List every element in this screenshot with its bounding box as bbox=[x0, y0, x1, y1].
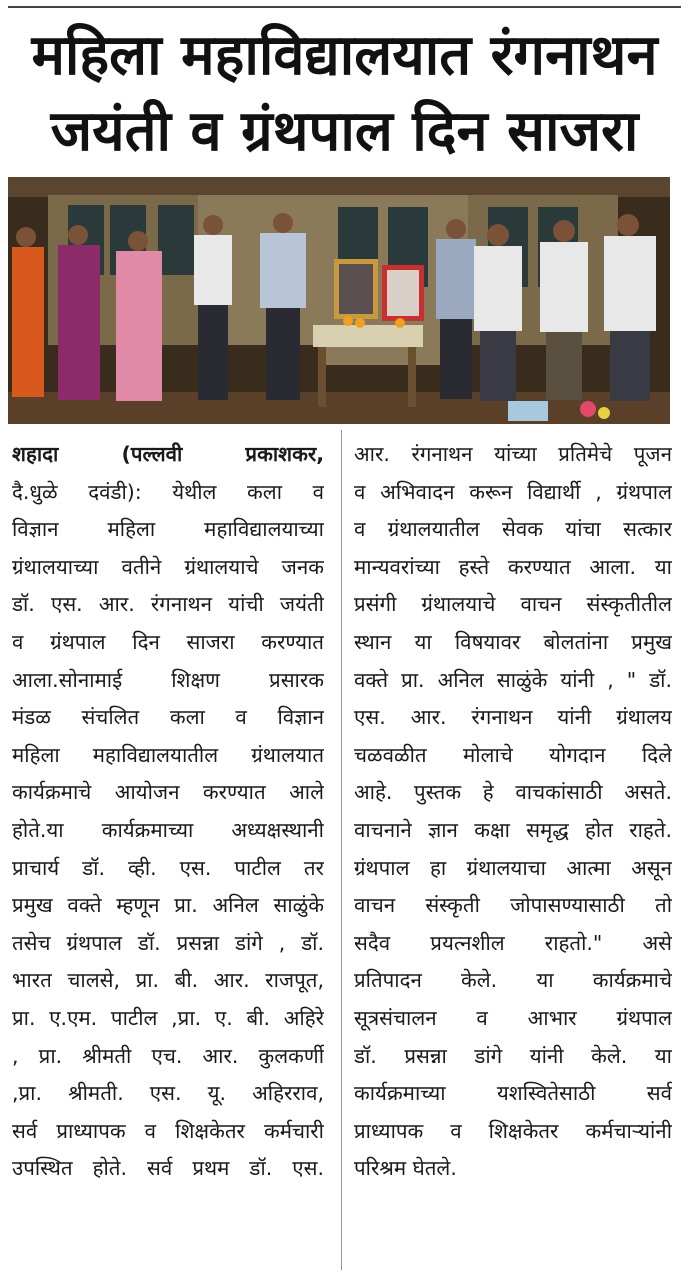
article-line: एस. आर. रंगनाथन यांनी ग्रंथालय bbox=[354, 705, 672, 730]
top-rule bbox=[8, 6, 681, 8]
article-line: दै.धुळे दवंडी): येथील कला व bbox=[12, 479, 324, 504]
article-line: वाचनाने ज्ञान कक्षा समृद्ध होत राहते. bbox=[354, 817, 672, 842]
group-photo bbox=[8, 177, 670, 424]
headline-line-2: जयंती व ग्रंथपाल दिन साजरा bbox=[50, 99, 639, 164]
article-line: डॉ. एस. आर. रंगनाथन यांची जयंती bbox=[12, 592, 324, 617]
article-line: , प्रा. श्रीमती एच. आर. कुलकर्णी bbox=[12, 1043, 324, 1068]
article-line: मंडळ संचलित कला व विज्ञान bbox=[12, 705, 324, 730]
article-line: कार्यक्रमाच्या यशस्वितेसाठी सर्व bbox=[354, 1081, 672, 1106]
article-line: प्रसंगी ग्रंथालयाचे वाचन संस्कृतीतील bbox=[354, 592, 672, 617]
article-line: वक्ते प्रा. अनिल साळुंके यांनी , " डॉ. bbox=[354, 667, 672, 692]
article-line: डॉ. प्रसन्ना डांगे यांनी केले. या bbox=[354, 1043, 672, 1068]
article-line: व ग्रंथालयातील सेवक यांचा सत्कार bbox=[354, 517, 672, 542]
article-line: प्राध्यापक व शिक्षकेतर कर्मचाऱ्यांनी bbox=[354, 1118, 672, 1143]
article-line: आहे. पुस्तक हे वाचकांसाठी असते. bbox=[354, 780, 672, 805]
article-line: भारत चालसे, प्रा. बी. आर. राजपूत, bbox=[12, 968, 324, 993]
article-line: व ग्रंथपाल दिन साजरा करण्यात bbox=[12, 629, 324, 654]
article-line: सूत्रसंचालन व आभार ग्रंथपाल bbox=[354, 1005, 672, 1030]
article-line: होते.या कार्यक्रमाच्या अध्यक्षस्थानी bbox=[12, 817, 324, 842]
article-line: ग्रंथपाल हा ग्रंथालयाचा आत्मा असून bbox=[354, 855, 672, 880]
article-line: प्रा. ए.एम. पाटील ,प्रा. ए. बी. अहिरे bbox=[12, 1005, 324, 1030]
article-line: परिश्रम घेतले. bbox=[354, 1156, 457, 1181]
article-line: स्थान या विषयावर बोलतांना प्रमुख bbox=[354, 629, 672, 654]
article-line: आला.सोनामाई शिक्षण प्रसारक bbox=[12, 667, 324, 692]
article-column-right bbox=[354, 436, 672, 1188]
article-line: उपस्थित होते. सर्व प्रथम डॉ. एस. bbox=[12, 1156, 324, 1181]
article-line: आर. रंगनाथन यांच्या प्रतिमेचे पूजन bbox=[354, 442, 672, 466]
article-line: सर्व प्राध्यापक व शिक्षकेतर कर्मचारी bbox=[12, 1118, 324, 1143]
headline-line-1: महिला महाविद्यालयात रंगनाथन bbox=[31, 23, 658, 88]
article-line: विज्ञान महिला महाविद्यालयाच्या bbox=[12, 517, 324, 542]
article-line: प्रमुख वक्ते म्हणून प्रा. अनिल साळुंके bbox=[12, 893, 324, 918]
article-line: प्राचार्य डॉ. व्ही. एस. पाटील तर bbox=[12, 855, 324, 880]
column-divider bbox=[341, 430, 342, 1270]
article-line: व अभिवादन करून विद्यार्थी , ग्रंथपाल bbox=[354, 479, 672, 504]
article-line: तसेच ग्रंथपाल डॉ. प्रसन्ना डांगे , डॉ. bbox=[12, 930, 324, 955]
article-column-left bbox=[12, 436, 324, 1188]
article-line: ग्रंथालयाच्या वतीने ग्रंथालयाचे जनक bbox=[12, 554, 324, 579]
article-line: मान्यवरांच्या हस्ते करण्यात आला. या bbox=[354, 554, 672, 579]
article-line: वाचन संस्कृती जोपासण्यासाठी तो bbox=[354, 893, 672, 918]
article-line: सदैव प्रयत्नशील राहतो." असे bbox=[354, 930, 672, 955]
headline bbox=[0, 18, 689, 170]
article-line: महिला महाविद्यालयातील ग्रंथालयात bbox=[12, 742, 324, 767]
group-photo-image bbox=[8, 177, 670, 424]
article-line: ,प्रा. श्रीमती. एस. यू. अहिरराव, bbox=[12, 1081, 324, 1106]
article-line: प्रतिपादन केले. या कार्यक्रमाचे bbox=[354, 968, 672, 993]
article-line: चळवळीत मोलाचे योगदान दिले bbox=[354, 742, 672, 767]
article-line: कार्यक्रमाचे आयोजन करण्यात आले bbox=[12, 780, 324, 805]
article-line: शहादा (पल्लवी प्रकाशकर, bbox=[12, 442, 324, 466]
